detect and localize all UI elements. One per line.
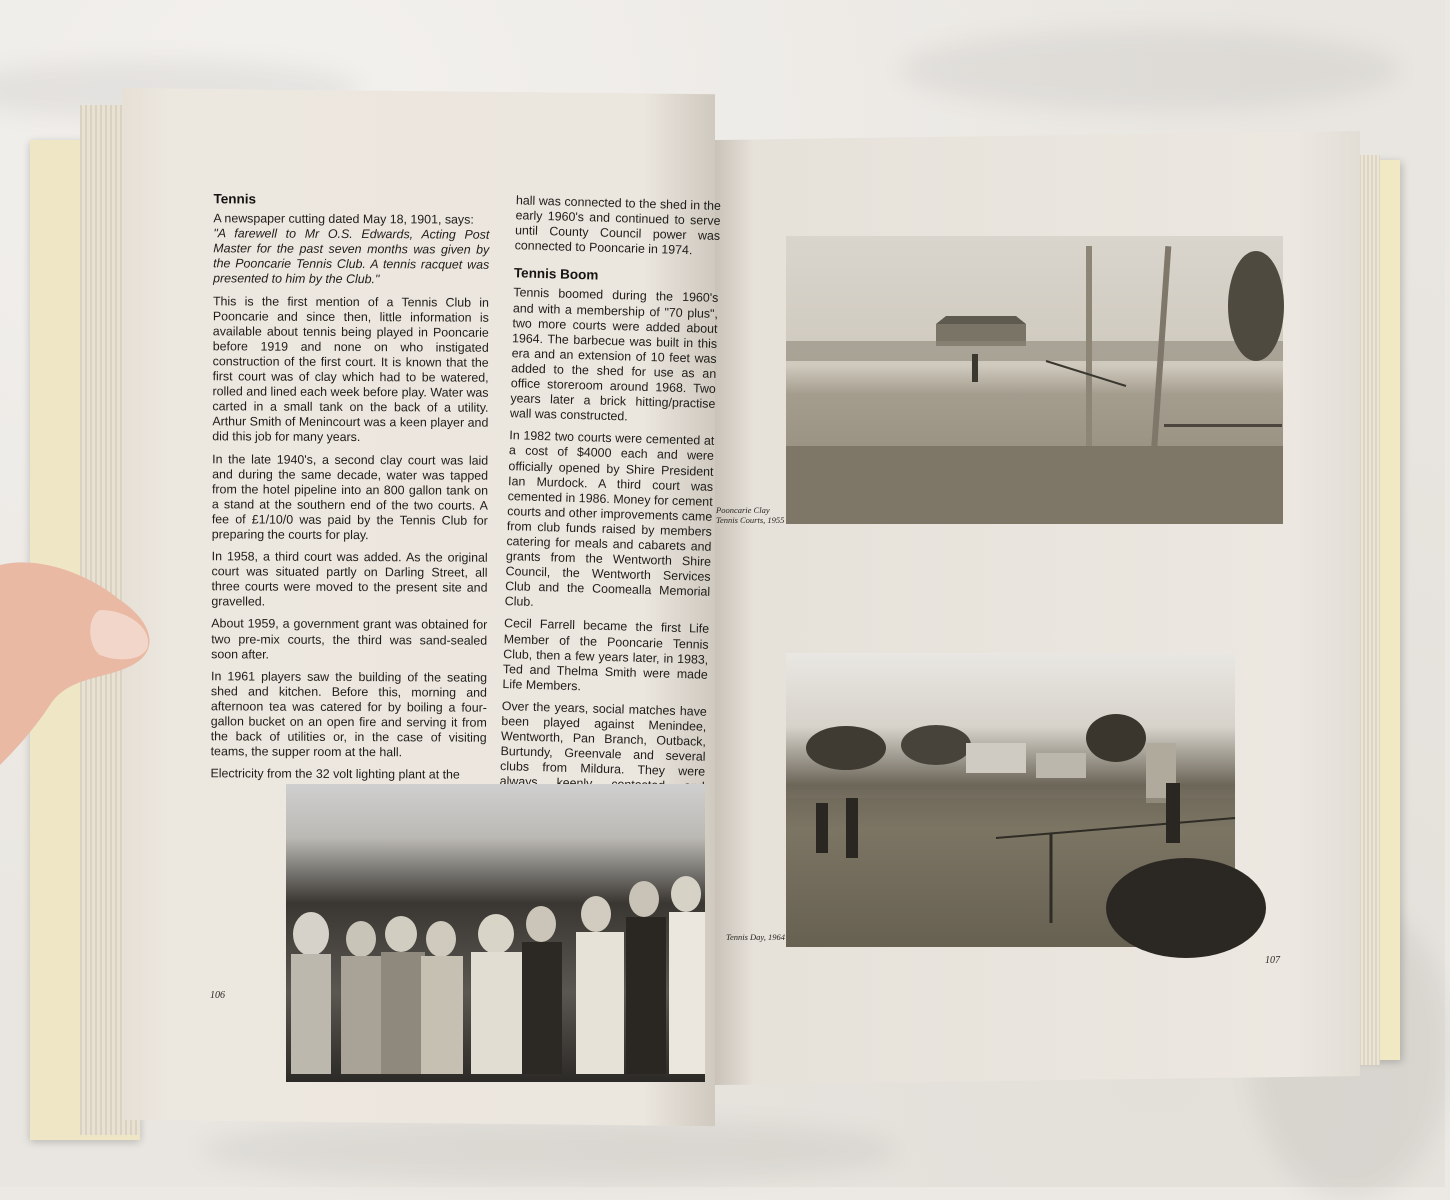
clay-courts-scene	[786, 236, 1283, 524]
paragraph: In 1961 players saw the building of the seating shed and kitchen. Before this, morning and afternoon tea was catered for by boiling a four-gallon bucket on an open fire and serving it from the back of utilities or, in the case of visiting teams, the supper room at the hall.	[210, 668, 488, 760]
paragraph: In 1982 two courts were cemented at a cost of $4000 each and were officially opened by Shire President Ian Murdock. A third court was cemented in 1986. Money for cement courts and other improvements came from club funds raised by members catering for meals and cabarets and grants from the Wentworth Shire Council, the Wentworth Services Club and the Coomealla Memorial Club.	[504, 428, 715, 610]
tennis-boom-heading: Tennis Boom	[513, 265, 599, 283]
fabric-fold	[200, 1120, 900, 1180]
players-group-scene	[286, 784, 705, 1082]
hand-thumb	[0, 555, 150, 775]
fabric-fold	[900, 30, 1400, 110]
photo-caption-top: Pooncarie Clay Tennis Courts, 1955	[716, 505, 785, 525]
paragraph: A newspaper cutting dated May 18, 1901, says:	[213, 211, 474, 227]
paragraph: Electricity from the 32 volt lighting plant at the	[210, 766, 460, 782]
paragraph: In the late 1940's, a second clay court was laid and during the same decade, water was tapped from the hotel pipeline into an 800 gallon tank on a stand at the southern end of the two courts. A fee of £1/10/0 was paid by the Tennis Club for preparing the courts for play.	[211, 451, 489, 543]
tennis-day-photo	[786, 653, 1235, 947]
clay-courts-photo	[786, 236, 1283, 524]
left-text-column	[210, 191, 489, 790]
quote-paragraph: "A farewell to Mr O.S. Edwards, Acting Post Master for the past seven months was given by the Pooncarie Tennis Club. A tennis racquet was presented to him by the Club."	[213, 226, 490, 287]
page-number-left: 106	[210, 990, 225, 1001]
right-text-column	[499, 193, 722, 790]
paragraph: Tennis boomed during the 1960's and with a membership of "70 plus", two more courts were added about 1964. The barbecue was built in this era and an extension of 10 feet was added to the shed for use as an office storeroom around 1968. Two years later a brick hitting/practise wall was constructed.	[509, 285, 719, 424]
paragraph: Over the years, social matches have been played against Menindee, Wentworth, Pan Branch, Outback, Burtundy, Greenvale and several clubs from Mildura. They were always	[499, 698, 707, 790]
photo-caption-bottom: Tennis Day, 1964	[726, 932, 785, 942]
tennis-players-group-photo	[286, 784, 705, 1082]
paragraph: In 1958, a third court was added. As the original court was situated partly on Darling Street, all three courts were moved to the present site and gravelled.	[211, 549, 488, 609]
tennis-heading: Tennis	[213, 191, 257, 207]
paragraph: Cecil Farrell became the first Life Member of the Pooncarie Tennis Club, then a few years later, in 1983, Ted and Thelma Smith were made Life Members.	[502, 616, 710, 694]
paragraph: This is the first mention of a Tennis Club in Pooncarie and since then, little information is available about tennis being played in Pooncarie before 1919 and none on who instigated construction of the first court. It is known that the first court was of clay which had to be watered, rolled and lined each week before play. Water was carted in a small tank on the back of a utility. Arthur Smith of Menincourt was a keen player and did this job for many years.	[212, 293, 490, 445]
continued-paragraph: hall was connected to the shed in the early 1960's and continued to serve until County Council power was connected to Pooncarie in 1974.	[514, 193, 722, 258]
paragraph: About 1959, a government grant was obtained for two pre-mix courts, the third was sand-sealed soon after.	[211, 616, 488, 662]
page-number-right: 107	[1265, 955, 1280, 966]
tennis-day-scene	[786, 653, 1235, 947]
